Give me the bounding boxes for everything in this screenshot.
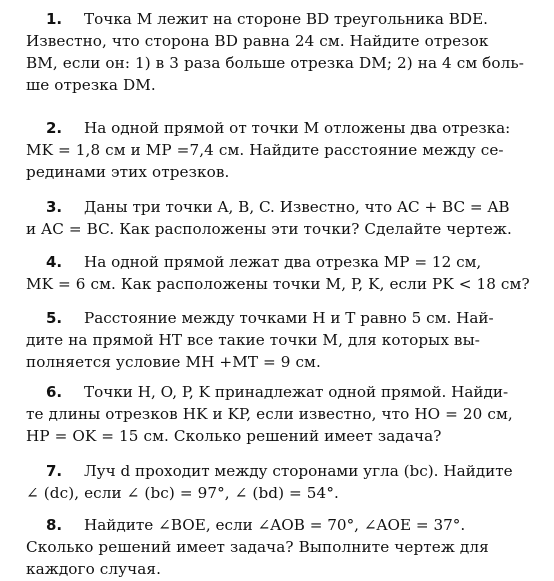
problem-text-line: Точка M лежит на стороне BD треугольника BDE. xyxy=(84,10,488,28)
problem-text-line: MK = 1,8 см и MP =7,4 см. Найдите расстояние между се- xyxy=(26,141,504,159)
problem-text-line: MK = 6 см. Как расположены точки M, P, K, если PK < 18 см? xyxy=(26,275,530,293)
problem-text-line: Расстояние между точками H и T равно 5 см. Най- xyxy=(84,309,494,327)
problem-number: 2. xyxy=(46,119,63,137)
problem-text-line: Сколько решений имеет задача? Выполните чертеж для xyxy=(26,538,489,556)
problem-text-line: Луч d проходит между сторонами угла (bc). Найдите xyxy=(84,462,513,480)
problem-text-line: и AC = BC. Как расположены эти точки? Сделайте чертеж. xyxy=(26,220,512,238)
problem-text-line: BM, если он: 1) в 3 раза больше отрезка DM; 2) на 4 см боль- xyxy=(26,54,525,72)
problem-number: 1. xyxy=(46,10,63,28)
problem-text-line: Точки H, O, P, K принадлежат одной прямой. Найди- xyxy=(84,383,509,401)
problem-text-line: Даны три точки A, B, C. Известно, что AC + BC = AB xyxy=(84,198,510,216)
problem-text-line: Известно, что сторона BD равна 24 см. Найдите отрезок xyxy=(26,32,489,50)
problem-text-line: полняется условие MH +MT = 9 см. xyxy=(26,353,321,371)
problem-text-line: ше отрезка DM. xyxy=(26,76,156,94)
problem-number: 8. xyxy=(46,516,63,534)
problem-number: 3. xyxy=(46,198,63,216)
problem-number: 5. xyxy=(46,309,63,327)
problem-text-line: те длины отрезков HK и KP, если известно, что HO = 20 см, xyxy=(26,405,513,423)
problem-text-line: На одной прямой от точки M отложены два отрезка: xyxy=(84,119,511,137)
problem-text-line: рединами этих отрезков. xyxy=(26,163,230,181)
problem-text-line: Найдите ∠BOE, если ∠AOB = 70°, ∠AOE = 37°. xyxy=(84,516,466,534)
problem-text-line: дите на прямой HT все такие точки M, для которых вы- xyxy=(26,331,480,349)
problem-text-line: HP = OK = 15 см. Сколько решений имеет задача? xyxy=(26,427,442,445)
problem-text-line: ∠ (dc), если ∠ (bc) = 97°, ∠ (bd) = 54°. xyxy=(26,484,339,502)
problem-number: 4. xyxy=(46,253,63,271)
problem-text-line: На одной прямой лежат два отрезка MP = 12 см, xyxy=(84,253,482,271)
problem-text-line: каждого случая. xyxy=(26,560,162,578)
problem-number: 7. xyxy=(46,462,63,480)
problem-number: 6. xyxy=(46,383,63,401)
